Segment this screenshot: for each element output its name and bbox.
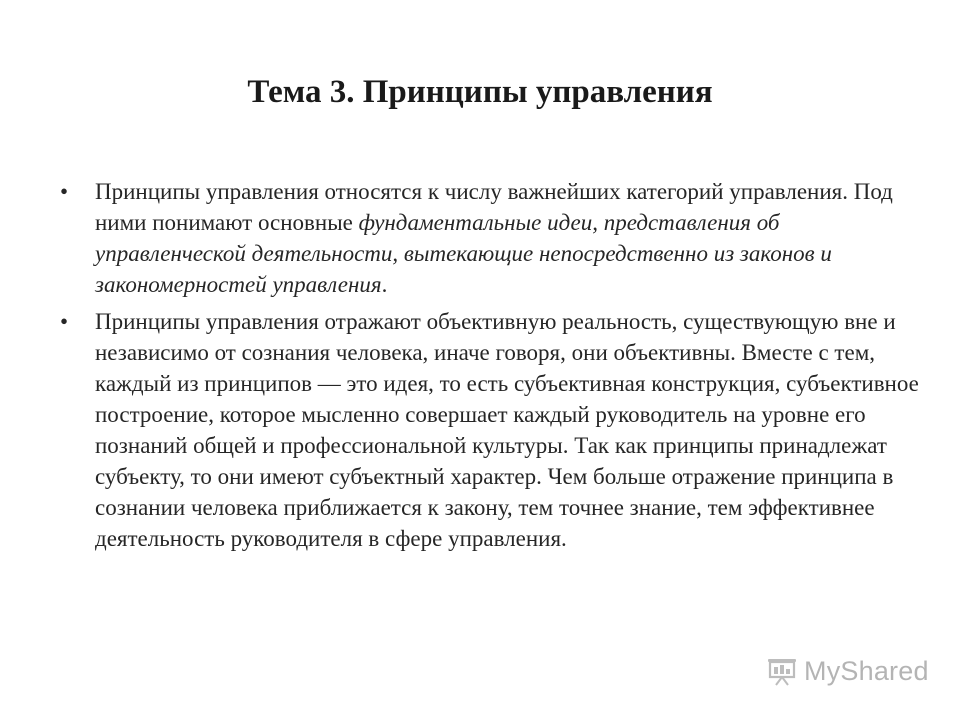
slide-title: Тема 3. Принципы управления bbox=[247, 74, 713, 110]
bullet-list bbox=[60, 176, 920, 560]
watermark bbox=[766, 656, 929, 687]
bullet-text-plain: Принципы управления относятся к числу важнейших категорий управления. Под ними понимают основные bbox=[95, 179, 893, 235]
bullet-marker: • bbox=[60, 309, 69, 334]
watermark-text: MyShared bbox=[804, 656, 929, 686]
bullet-item bbox=[60, 306, 920, 554]
bullet-text: Принципы управления отражают объективную реальность, существующую вне и независимо от сознания человека, иначе говоря, они объективны. Вместе с тем, каждый из принципов — это идея, то есть субъективная конструкция, субъективное построение, которое мысленно совершает каждый руководитель на уровне его познаний общей и профессиональной культуры. Так как принципы принадлежат субъекту, то они имеют субъектный характер. Чем больше отражение принципа в сознании человека приближается к закону, тем точнее знание, тем эффективнее деятельность руководителя в сфере управления. bbox=[95, 309, 919, 551]
bullet-item bbox=[60, 176, 920, 300]
projector-screen-icon bbox=[766, 658, 798, 686]
bullet-marker: • bbox=[60, 179, 69, 204]
bullet-text-italic: фундаментальные идеи, представления об управленческой деятельности, вытекающие непосредственно из законов и закономерностей управления bbox=[95, 210, 832, 297]
bullet-text-end: . bbox=[381, 272, 388, 297]
